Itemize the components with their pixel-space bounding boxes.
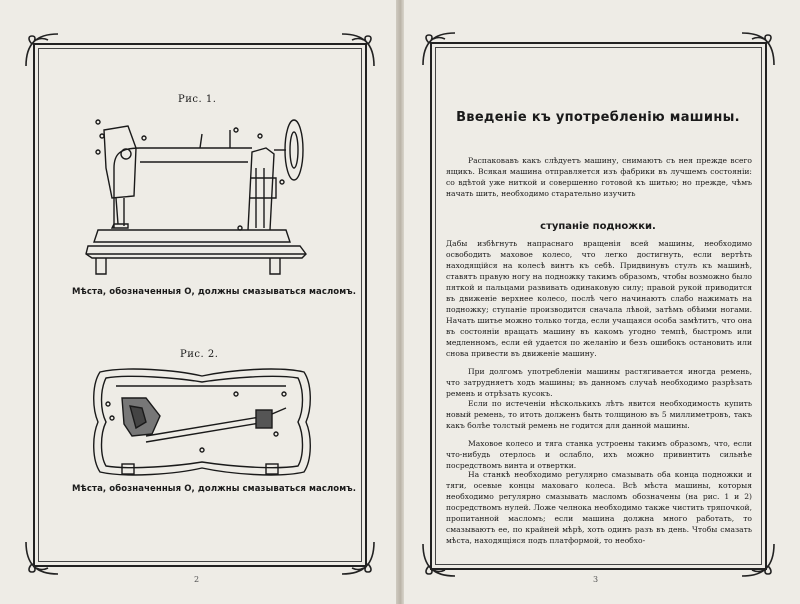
section-heading: ступаніе подножки.	[540, 221, 656, 232]
page-title: Введеніе къ употребленію машины.	[456, 110, 740, 125]
body-paragraph-3	[446, 398, 752, 431]
body-paragraph-5	[446, 469, 752, 546]
sewing-machine-underside-view-illustration	[86, 364, 318, 482]
corner-ornament-bottom-left	[22, 538, 62, 578]
corner-ornament-top-right	[738, 29, 778, 69]
corner-ornament-bottom-left	[419, 540, 459, 580]
corner-ornament-bottom-right	[338, 538, 378, 578]
corner-ornament-bottom-right	[738, 540, 778, 580]
body-paragraph-1	[446, 238, 752, 359]
body-paragraph-2	[446, 366, 752, 399]
corner-ornament-top-left	[419, 29, 459, 69]
corner-ornament-top-left	[22, 30, 62, 70]
left-page-number: 2	[194, 575, 200, 584]
intro-paragraph	[446, 155, 752, 199]
figure-1-caption: Мѣста, обозначенныя О, должны смазываться масломъ.	[72, 287, 357, 297]
right-page-number: 3	[593, 575, 599, 584]
paragraph-4-text: Маховое колесо и тяга станка устроены такимъ образомъ, что, если что-нибудь отерлось и ослабло, ихъ можно привинтить сильнѣе посредствомъ винта и отвертки.	[446, 439, 752, 470]
figure-1-label: Рис. 1.	[178, 94, 217, 105]
body-paragraph-4	[446, 438, 752, 471]
intro-text: Распаковавъ какъ слѣдуетъ машину, снимаютъ съ нея прежде всего ящикъ. Всякая машина отправляется изъ фабрики въ лучшемъ состояніи: со вдѣтой уже ниткой и совершенно готовой къ шитью; но прежде, чѣмъ начать шить, необходимо старательно изучить	[446, 156, 752, 198]
figure-2-label: Рис. 2.	[180, 349, 219, 360]
paragraph-2-text: При долгомъ употребленіи машины растягивается иногда ремень, что затрудняетъ ходъ машины; въ данномъ случаѣ необходимо разрѣзать ремень и отрѣзать кусокъ.	[446, 367, 752, 398]
paragraph-5-text: На станкѣ необходимо регулярно смазывать оба конца подножки и тяги, осевые концы маховаго колеса. Всѣ мѣста машины, которыя необходимо регулярно смазывать масломъ обозначены (на рис. 1 и 2) посредствомъ нулей. Ложе челнока необходимо также чистить тряпочкой, пропитанной масломъ; если машина должна много работать, то смазываютъ ее, по крайней мѣрѣ, хоть одинъ разъ въ день. Чтобы смазать мѣста, находящіяся подъ платформой, то необхо-	[446, 470, 752, 545]
paragraph-3-text: Если по истеченіи нѣсколькихъ лѣтъ явится необходимость купить новый ремень, то итоть долженъ быть толщиною въ 5 миллиметровъ, такъ какъ болѣе толстый ремень не годится для данной машины.	[446, 399, 752, 430]
paragraph-1-text: Дабы избѣгнуть напраснаго вращенія всей машины, необходимо освободить маховое колесо, что легко достигнуть, если вертѣть находящійся на колесѣ винтъ къ себѣ. Придвинувъ стулъ къ машинѣ, ставятъ правую ногу на подножку такимъ образомъ, чтобы возможно было пяткой и пальцами развивать одинаковую силу; правой рукой приводится въ движеніе верхнее колесо, послѣ чего начинаютъ слабо нажимать на подножку; ступаніе производится сначала лѣвой, затѣмъ обѣими ногами. Начать шитье можно только тогда, если учащаяся особа замѣтитъ, что она въ состояніи вращать машину въ какомъ угодно темпѣ, быстромъ или медленномъ, если ей удается по желанію и безъ ошибокъ остановить или снова привести въ движеніе машину.	[446, 239, 752, 358]
corner-ornament-top-right	[338, 30, 378, 70]
left-page	[0, 0, 398, 604]
sewing-machine-side-view-illustration	[80, 108, 318, 280]
figure-2-caption: Мѣста, обозначенныя О, должны смазываться масломъ.	[72, 484, 357, 494]
